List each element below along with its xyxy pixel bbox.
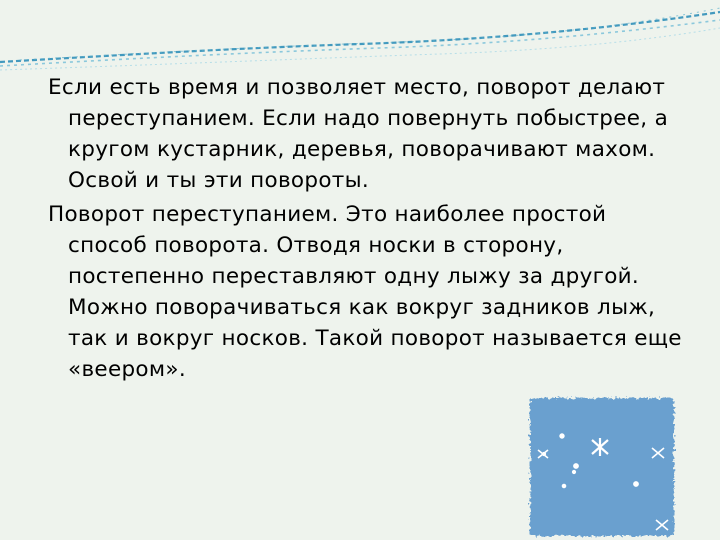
snowflake-icon xyxy=(562,484,566,488)
paragraph-2: Поворот переступанием. Это наиболее простой способ поворота. Отводя носки в сторону, постепенно переставляют одну лыжу за другой. Можно поворачиваться как вокруг задников лыж, так и вокруг носков. Такой поворот называется еще «веером». xyxy=(48,202,682,382)
text-content xyxy=(48,72,688,388)
snowflake-icon xyxy=(542,452,545,455)
snowflake-icon xyxy=(572,470,575,473)
paragraph-1: Если есть время и позволяет место, поворот делают переступанием. Если надо повернуть побыстрее, а кругом кустарник, деревья, поворачивают махом. Освой и ты эти повороты. xyxy=(48,75,669,193)
top-wave-decoration xyxy=(0,0,720,75)
snowflake-icon xyxy=(574,464,579,469)
snowflake-icon xyxy=(560,434,564,438)
snowflakes-picture xyxy=(524,392,680,540)
snowflake-icon xyxy=(634,482,639,487)
